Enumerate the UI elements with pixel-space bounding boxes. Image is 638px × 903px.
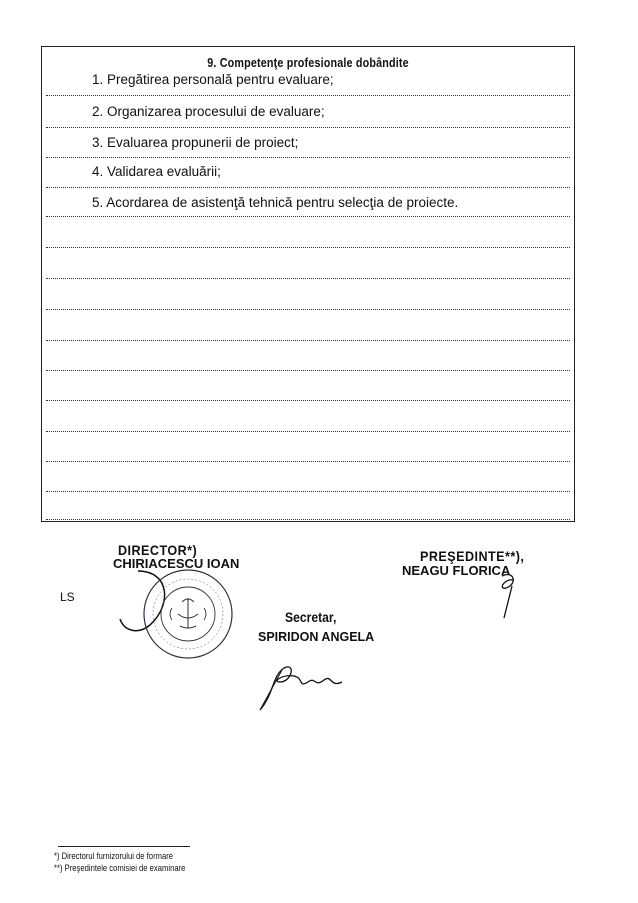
- secretary-signature: [252, 660, 352, 716]
- secretary-title: Secretar,: [285, 610, 337, 625]
- competence-item-5: 5. Acordarea de asistenţă tehnică pentru selecţia de proiecte.: [92, 195, 459, 210]
- dotted-line: [46, 187, 570, 188]
- competence-item-1: 1. Pregătirea personală pentru evaluare;: [92, 72, 334, 87]
- dotted-line: [46, 370, 570, 371]
- competences-box: [41, 46, 575, 522]
- dotted-line: [46, 461, 570, 462]
- president-signature: [492, 566, 532, 624]
- director-name: CHIRIACESCU IOAN: [113, 556, 240, 571]
- dotted-line: [46, 157, 570, 158]
- competence-item-2: 2. Organizarea procesului de evaluare;: [92, 104, 325, 119]
- footnote-president: **) Preşedintele comisiei de examinare: [54, 863, 186, 873]
- dotted-line: [46, 247, 570, 248]
- dotted-line: [46, 127, 570, 128]
- dotted-line: [46, 95, 570, 96]
- dotted-line: [46, 431, 570, 432]
- dotted-line: [46, 278, 570, 279]
- president-name: NEAGU FLORICA: [402, 563, 511, 578]
- president-title: PREŞEDINTE**),: [420, 548, 525, 564]
- director-title: DIRECTOR*): [118, 542, 198, 558]
- stamp-seal-icon: [142, 568, 234, 660]
- dotted-line: [46, 400, 570, 401]
- dotted-line: [46, 216, 570, 217]
- competence-item-3: 3. Evaluarea propunerii de proiect;: [92, 135, 299, 150]
- dotted-line: [46, 340, 570, 341]
- footnote-rule: [58, 846, 190, 847]
- ls-label: LS: [60, 590, 75, 604]
- dotted-line: [46, 309, 570, 310]
- section-title: 9. Competenţe profesionale dobândite: [207, 56, 409, 70]
- secretary-name: SPIRIDON ANGELA: [258, 630, 375, 644]
- footnote-director: *) Directorul furnizorului de formare: [54, 851, 174, 861]
- dotted-line: [46, 491, 570, 492]
- competence-item-4: 4. Validarea evaluării;: [92, 164, 221, 179]
- dotted-line: [46, 519, 570, 520]
